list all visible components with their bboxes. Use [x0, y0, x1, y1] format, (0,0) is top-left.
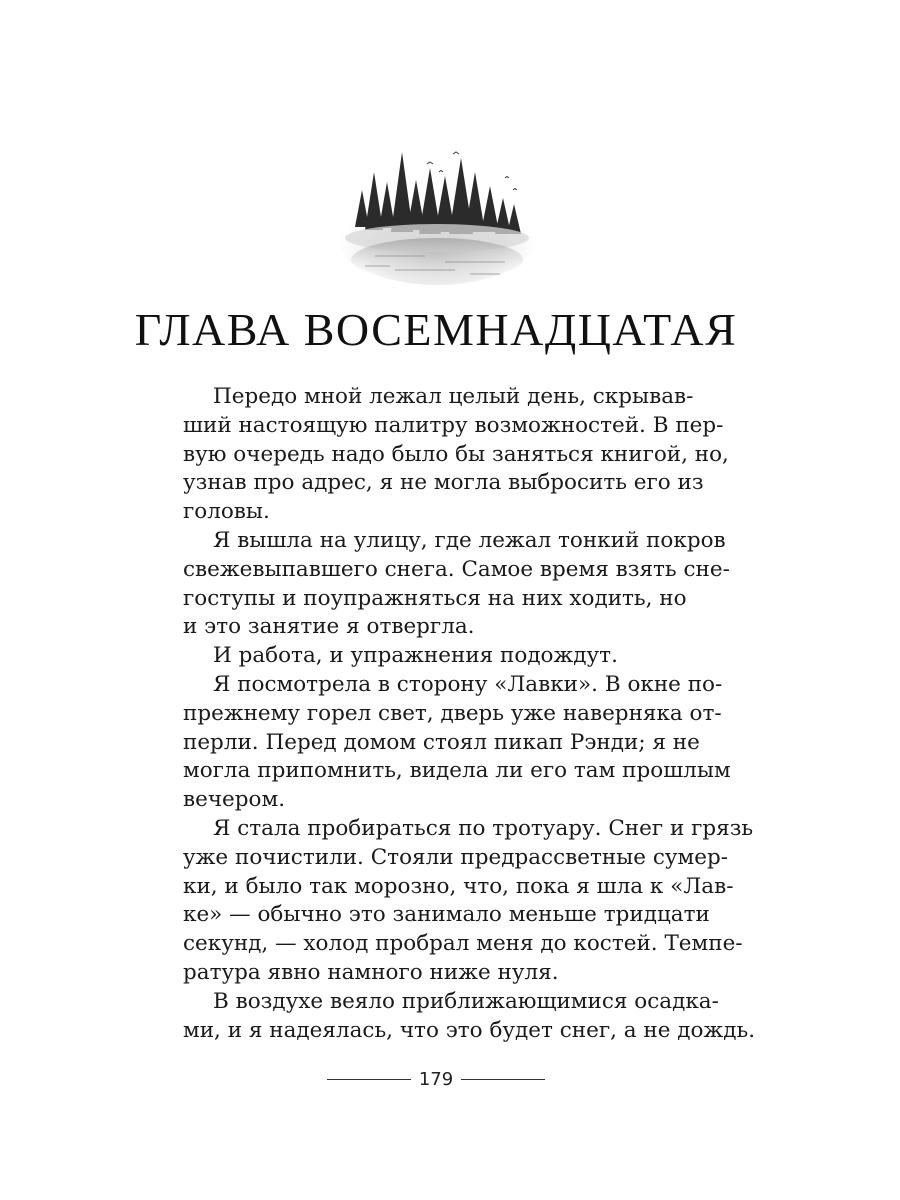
- paragraph: [183, 642, 685, 671]
- chapter-body: [183, 383, 756, 1045]
- text-line: свежевыпавшего снега. Самое время взять сне-: [183, 556, 730, 582]
- forest-vignette-icon: [335, 142, 540, 300]
- text-line: ке» — обычно это занимало меньше тридцати: [183, 902, 710, 928]
- text-line: Я посмотрела в сторону «Лавки». В окне по-: [213, 671, 723, 697]
- text-line: ший настоящую палитру возможностей. В пер-: [183, 412, 724, 438]
- text-line: могла припомнить, видела ли его там прошлым: [183, 758, 731, 784]
- text-line: секунд, — холод пробрал меня до костей. Темпе-: [183, 931, 743, 957]
- text-line: ратура явно намного ниже нуля.: [183, 959, 559, 985]
- text-line: перли. Перед домом стоял пикап Рэнди; я не: [183, 729, 700, 755]
- footer-rule-right: [461, 1079, 545, 1080]
- text-line: узнав про адрес, я не могла выбросить его из: [183, 470, 704, 496]
- text-line: Я стала пробираться по тротуару. Снег и грязь: [213, 815, 754, 841]
- paragraph: [183, 383, 729, 527]
- paragraph: [183, 671, 731, 815]
- footer-rule-left: [327, 1079, 411, 1080]
- page-footer: [0, 1066, 900, 1094]
- text-line: уже почистили. Стояли предрассветные сумер-: [183, 844, 729, 870]
- paragraph: [183, 988, 756, 1046]
- text-line: гоступы и поупражняться на них ходить, но: [183, 585, 687, 611]
- text-line: прежнему горел свет, дверь уже наверняка от-: [183, 700, 722, 726]
- text-line: И работа, и упражнения подождут.: [213, 643, 618, 669]
- text-line: Передо мной лежал целый день, скрывав-: [213, 384, 694, 409]
- text-line: В воздухе веяло приближающимися осадка-: [213, 988, 719, 1014]
- text-line: ми, и я надеялась, что это будет снег, а не дождь.: [183, 1017, 756, 1043]
- text-line: ки, и было так морозно, что, пока я шла к «Лав-: [183, 873, 734, 899]
- paragraph: [183, 527, 730, 642]
- text-line: головы.: [183, 499, 270, 525]
- chapter-title: ГЛАВА ВОСЕМНАДЦАТАЯ: [134, 304, 738, 355]
- text-line: вечером.: [183, 787, 286, 813]
- text-line: Я вышла на улицу, где лежал тонкий покров: [213, 527, 726, 553]
- text-line: и это занятие я отвергла.: [183, 614, 475, 640]
- paragraph: [183, 815, 754, 988]
- text-line: вую очередь надо было бы заняться книгой, но,: [183, 441, 729, 467]
- page-number: 179: [418, 1069, 454, 1090]
